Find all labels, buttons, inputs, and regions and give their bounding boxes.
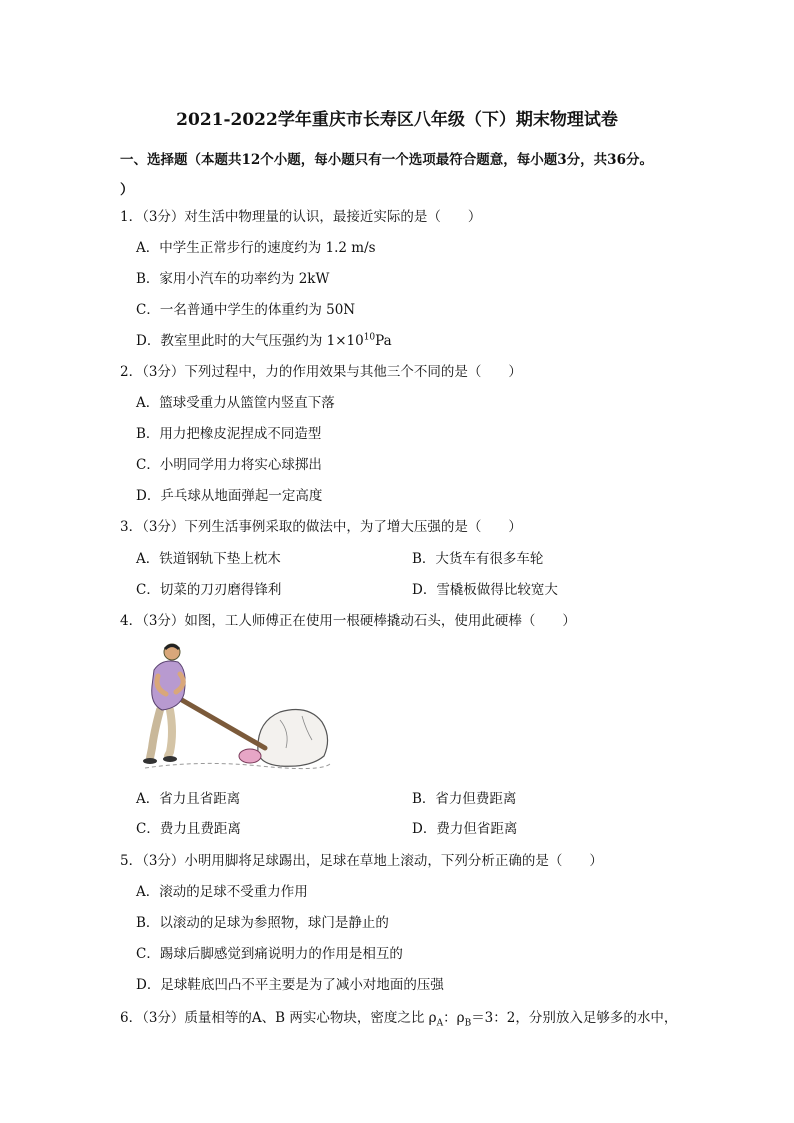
unit: Pa [375,333,392,349]
question-4-option-a: A．省力且省距离 [136,791,241,807]
question-1-option-d-text: D．教室里此时的大气压强约为 1×10 [136,333,364,349]
question-5-option-d: D．足球鞋底凹凸不平主要是为了减小对地面的压强 [136,977,444,993]
subscript-b: B [464,1018,472,1029]
question-1-option-a: A．中学生正常步行的速度约为 1.2 m/s [136,240,376,256]
question-2-option-c: C．小明同学用力将实心球掷出 [136,457,322,473]
section-heading [120,145,690,205]
question-5-stem: 5．（3分）小明用脚将足球踢出，足球在草地上滚动，下列分析正确的是（ ） [120,853,603,869]
question-6-stem-start: 6．（3分）质量相等的A、B 两实心物块，密度之比 ρ [120,1010,437,1026]
section-heading-line1: 一、选择题（本题共12个小题，每小题只有一个选项最符合题意，每小题3分，共36分。 [120,152,653,168]
question-3-stem: 3．（3分）下列生活事例采取的做法中，为了增大压强的是（ ） [120,519,522,535]
ratio-separator: ：ρ [443,1010,465,1026]
question-2-stem: 2．（3分）下列过程中，力的作用效果与其他三个不同的是（ ） [120,364,522,380]
question-5-option-a: A．滚动的足球不受重力作用 [136,884,308,900]
question-5-option-b: B．以滚动的足球为参照物，球门是静止的 [136,915,389,931]
section-heading-line2: ） [120,182,134,198]
question-3-option-b: B．大货车有很多车轮 [412,551,544,567]
question-3-option-c: C．切菜的刀刃磨得锋利 [136,582,282,598]
worker-lever-illustration [140,640,335,775]
question-1-option-b: B．家用小汽车的功率约为 2kW [136,271,330,287]
lever-bar [168,692,265,748]
question-1-stem: 1．（3分）对生活中物理量的认识，最接近实际的是（ ） [120,209,482,225]
exponent: 10 [363,332,376,343]
exam-title: 2021-2022学年重庆市长寿区八年级（下）期末物理试卷 [176,110,618,130]
question-1-option-d [136,331,392,351]
question-3-option-d: D．雪橇板做得比较宽大 [412,582,558,598]
question-4-option-d: D．费力但省距离 [412,821,518,837]
question-2-option-d: D．乒乓球从地面弹起一定高度 [136,488,323,504]
rock-shape [258,710,328,767]
question-4-option-b: B．省力但费距离 [412,791,517,807]
question-6-stem-end: ＝3：2，分别放入足够多的水中， [471,1010,678,1026]
question-4-option-c: C．费力且费距离 [136,821,241,837]
question-6-stem [120,1008,677,1028]
subscript-a: A [436,1018,444,1029]
question-3-option-a: A．铁道钢轨下垫上枕木 [136,551,281,567]
question-2-option-b: B．用力把橡皮泥捏成不同造型 [136,426,322,442]
pivot-stone [239,749,261,763]
question-5-option-c: C．踢球后脚感觉到痛说明力的作用是相互的 [136,946,403,962]
question-2-option-a: A．篮球受重力从篮筐内竖直下落 [136,395,335,411]
question-4-stem: 4．（3分）如图，工人师傅正在使用一根硬棒撬动石头，使用此硬棒（ ） [120,613,576,629]
question-1-option-c: C．一名普通中学生的体重约为 50N [136,302,356,318]
